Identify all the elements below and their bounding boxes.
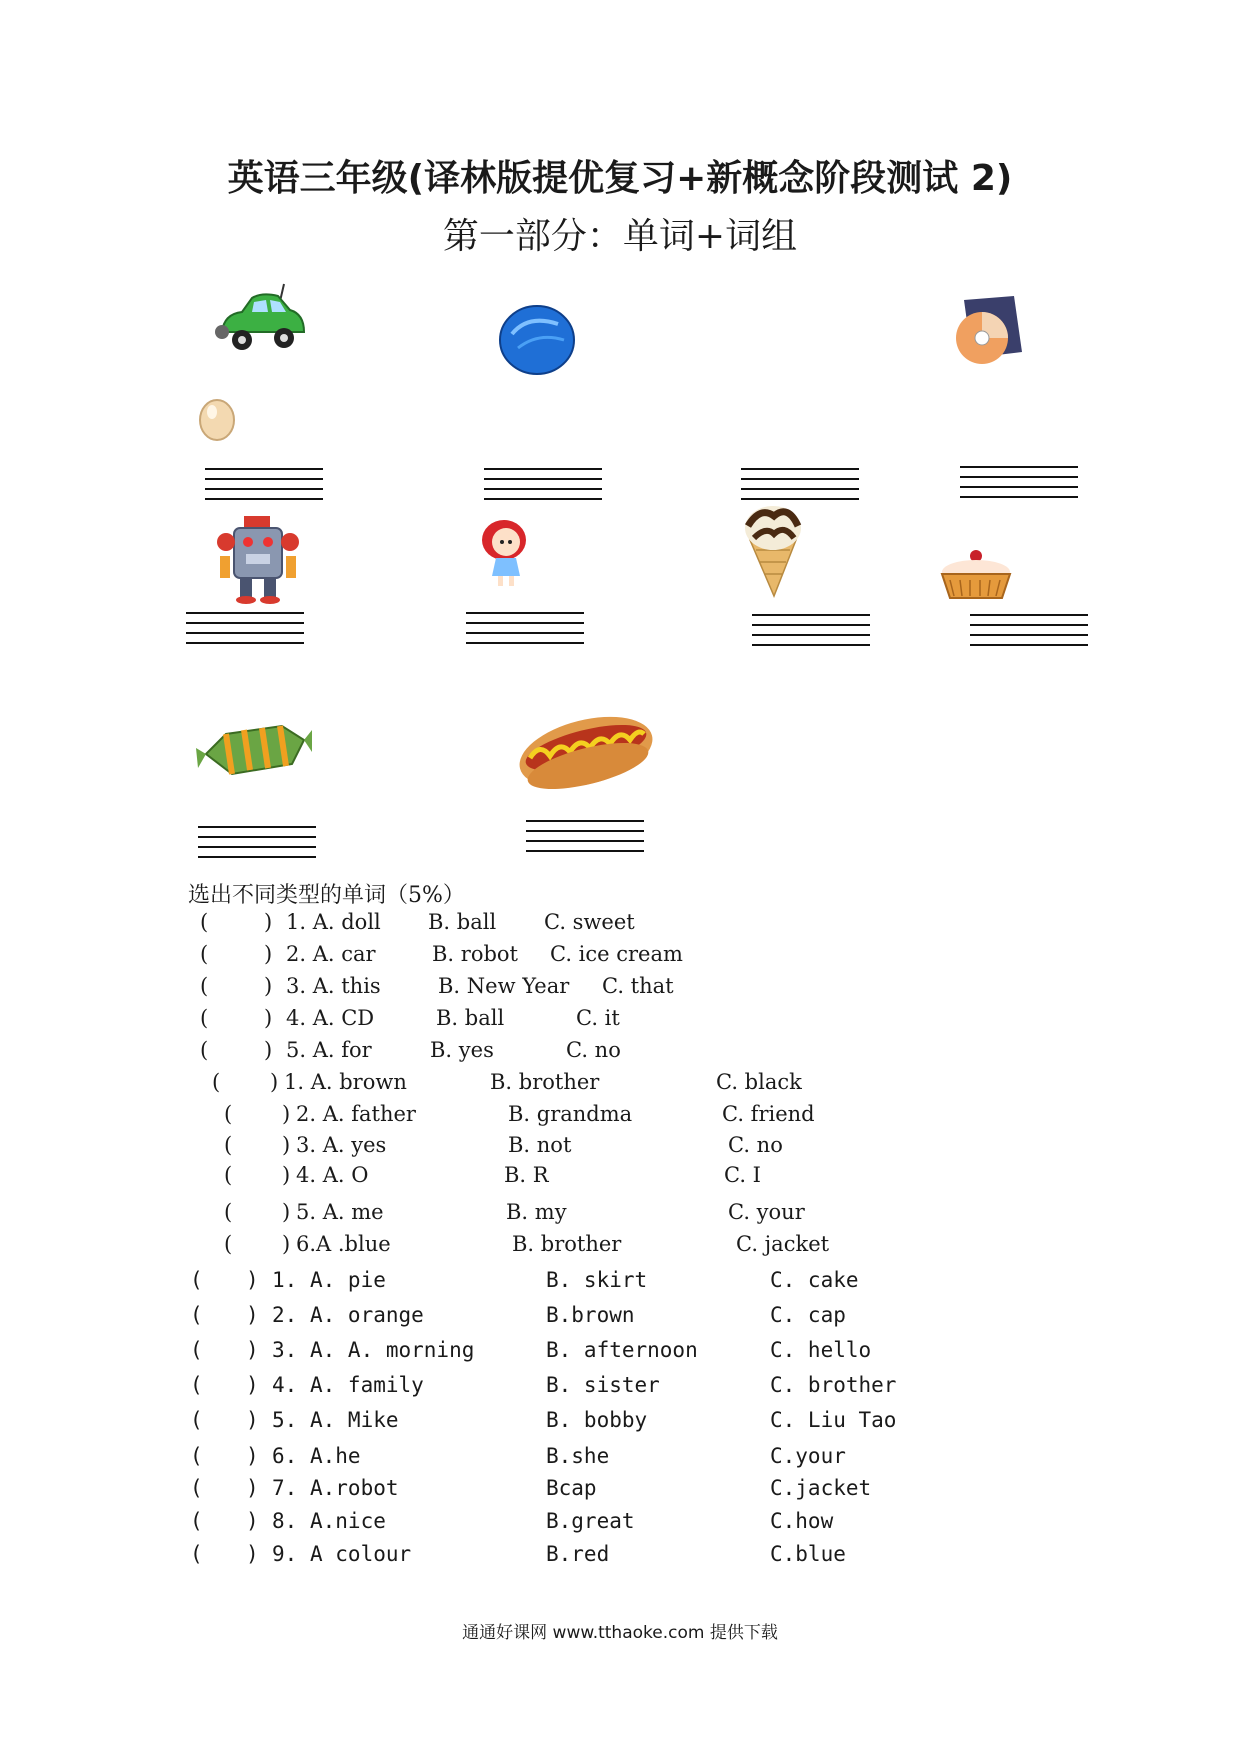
question-number: 8. [272, 1509, 298, 1533]
cake-icon [936, 548, 1016, 604]
answer-paren-open[interactable]: ( [190, 1338, 203, 1362]
answer-paren-close: ) [246, 1338, 259, 1362]
answer-paren-open[interactable]: ( [190, 1444, 203, 1468]
answer-paren-open[interactable]: ( [190, 1303, 203, 1327]
option-c: C. brother [770, 1373, 897, 1397]
answer-paren-close: ) [282, 1133, 291, 1157]
option-b: B.great [546, 1509, 635, 1533]
doll-icon [476, 518, 532, 588]
option-c: C. ice cream [550, 942, 683, 966]
option-a: A.robot [310, 1476, 399, 1500]
option-a: 6.A .blue [296, 1232, 391, 1256]
answer-paren-close: ) [264, 910, 273, 934]
answer-paren-open[interactable]: ( [224, 1133, 233, 1157]
option-b: B.red [546, 1542, 610, 1566]
option-b: B. not [508, 1133, 572, 1157]
answer-paren-open[interactable]: ( [200, 1006, 209, 1030]
answer-paren-open[interactable]: ( [190, 1408, 203, 1432]
answer-paren-close: ) [246, 1373, 259, 1397]
option-a: 2. A. father [296, 1102, 416, 1126]
option-c: C.your [770, 1444, 846, 1468]
option-c: C. hello [770, 1338, 872, 1362]
answer-paren-open[interactable]: ( [190, 1542, 203, 1566]
option-c: C. cake [770, 1268, 859, 1292]
cd-icon [950, 294, 1030, 374]
answer-paren-close: ) [246, 1444, 259, 1468]
option-b: B. brother [512, 1232, 622, 1256]
option-b: B. afternoon [546, 1338, 698, 1362]
option-b: B. brother [490, 1070, 600, 1094]
answer-paren-close: ) [246, 1509, 259, 1533]
option-a: A. Mike [310, 1408, 399, 1432]
sweet-icon [196, 712, 312, 784]
answer-paren-close: ) [246, 1476, 259, 1500]
option-a: 5. A. me [296, 1200, 384, 1224]
question-number: 4. [272, 1373, 298, 1397]
answer-paren-close: ) [282, 1102, 291, 1126]
question-number: 3. [272, 1338, 298, 1362]
option-b: B. sister [546, 1373, 660, 1397]
option-b: B. bobby [546, 1408, 648, 1432]
answer-paren-close: ) [264, 974, 273, 998]
option-a: 4. A. CD [286, 1006, 375, 1030]
egg-icon [196, 398, 238, 442]
option-a: 2. A. car [286, 942, 376, 966]
option-c: C. Liu Tao [770, 1408, 897, 1432]
question-number: 7. [272, 1476, 298, 1500]
ball-icon [498, 304, 576, 376]
robot-icon [216, 512, 300, 604]
option-a: A. family [310, 1373, 424, 1397]
answer-paren-open[interactable]: ( [190, 1268, 203, 1292]
answer-paren-close: ) [270, 1070, 279, 1094]
answer-paren-close: ) [264, 1038, 273, 1062]
answer-paren-open[interactable]: ( [224, 1163, 233, 1187]
option-a: A. pie [310, 1268, 386, 1292]
option-a: 1. A. brown [284, 1070, 407, 1094]
option-b: B. ball [428, 910, 497, 934]
option-c: C. no [728, 1133, 783, 1157]
option-c: C. sweet [544, 910, 635, 934]
option-c: C. jacket [736, 1232, 830, 1256]
option-a: A.nice [310, 1509, 386, 1533]
answer-paren-open[interactable]: ( [224, 1232, 233, 1256]
page-subtitle: 第一部分：单词+词组 [442, 216, 798, 257]
answer-paren-close: ) [282, 1163, 291, 1187]
option-a: 3. A. yes [296, 1133, 387, 1157]
option-c: C. your [728, 1200, 805, 1224]
answer-paren-open[interactable]: ( [224, 1102, 233, 1126]
option-b: B. New Year [438, 974, 570, 998]
answer-paren-close: ) [264, 1006, 273, 1030]
option-b: B. ball [436, 1006, 505, 1030]
option-b: B. skirt [546, 1268, 648, 1292]
answer-paren-open[interactable]: ( [224, 1200, 233, 1224]
section-heading: 选出不同类型的单词（5%） [188, 883, 465, 908]
option-a: A colour [310, 1542, 412, 1566]
option-b: B. R [504, 1163, 549, 1187]
option-a: 5. A. for [286, 1038, 372, 1062]
option-a: A.he [310, 1444, 361, 1468]
question-number: 9. [272, 1542, 298, 1566]
option-c: C. it [576, 1006, 620, 1030]
option-a: 1. A. doll [286, 910, 381, 934]
option-a: 4. A. O [296, 1163, 369, 1187]
option-b: B. robot [432, 942, 518, 966]
option-c: C.blue [770, 1542, 846, 1566]
option-c: C.how [770, 1509, 834, 1533]
answer-paren-open[interactable]: ( [190, 1373, 203, 1397]
option-c: C. I [724, 1163, 761, 1187]
option-c: C.jacket [770, 1476, 872, 1500]
answer-paren-open[interactable]: ( [200, 974, 209, 998]
option-c: C. friend [722, 1102, 815, 1126]
answer-paren-close: ) [246, 1542, 259, 1566]
option-a: 3. A. this [286, 974, 381, 998]
question-number: 5. [272, 1408, 298, 1432]
answer-paren-close: ) [246, 1303, 259, 1327]
option-b: B. grandma [508, 1102, 633, 1126]
option-a: A. A. morning [310, 1338, 475, 1362]
question-number: 6. [272, 1444, 298, 1468]
option-b: B.brown [546, 1303, 635, 1327]
hot-dog-icon [514, 702, 658, 794]
option-b: B. yes [430, 1038, 494, 1062]
ice-cream-icon [740, 500, 806, 598]
page-title: 英语三年级(译林版提优复习+新概念阶段测试 2) [227, 158, 1013, 199]
answer-paren-close: ) [264, 942, 273, 966]
answer-paren-open[interactable]: ( [190, 1509, 203, 1533]
answer-paren-close: ) [282, 1232, 291, 1256]
answer-paren-open[interactable]: ( [212, 1070, 221, 1094]
option-b: B.she [546, 1444, 610, 1468]
option-b: Bcap [546, 1476, 597, 1500]
answer-paren-open[interactable]: ( [200, 1038, 209, 1062]
answer-paren-open[interactable]: ( [200, 910, 209, 934]
answer-paren-open[interactable]: ( [200, 942, 209, 966]
answer-paren-close: ) [246, 1408, 259, 1432]
option-c: C. no [566, 1038, 621, 1062]
question-number: 2. [272, 1303, 298, 1327]
option-c: C. cap [770, 1303, 846, 1327]
answer-paren-open[interactable]: ( [190, 1476, 203, 1500]
question-number: 1. [272, 1268, 298, 1292]
answer-paren-close: ) [282, 1200, 291, 1224]
car-icon [212, 280, 308, 368]
footer-text: 通通好课网 www.tthaoke.com 提供下载 [462, 1623, 778, 1643]
answer-paren-close: ) [246, 1268, 259, 1292]
option-a: A. orange [310, 1303, 424, 1327]
option-c: C. that [602, 974, 674, 998]
option-b: B. my [506, 1200, 567, 1224]
option-c: C. black [716, 1070, 802, 1094]
